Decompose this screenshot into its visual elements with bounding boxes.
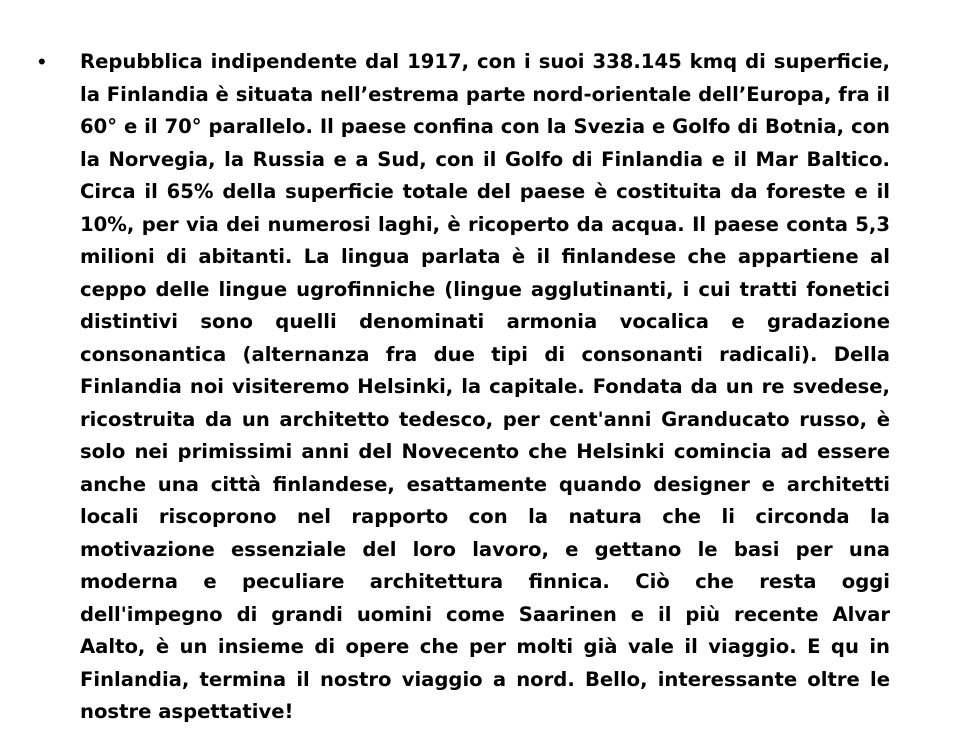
list-item — [38, 46, 890, 729]
bullet-marker: • — [38, 49, 46, 74]
bullet-list — [38, 46, 890, 729]
body-paragraph: Repubblica indipendente dal 1917, con i suoi 338.145 kmq di superficie, la Finlandia è situata nell’estrema parte nord-orientale dell’Europa, fra il 60° e il 70° parallelo. Il paese confina con la Svezia e Golfo di Botnia, con la Norvegia, la Russia e a Sud, con il Golfo di Finlandia e il Mar Baltico. Circa il 65% della superficie totale del paese è costituita da foreste e il 10%, per via dei numerosi laghi, è ricoperto da acqua. Il paese conta 5,3 milioni di abitanti. La lingua parlata è il finlandese che appartiene al ceppo delle lingue ugrofinniche (lingue agglutinanti, i cui tratti fonetici distintivi sono quelli denominati armonia vocalica e gradazione consonantica (alternanza fra due tipi di consonanti radicali). Della Finlandia noi visiteremo Helsinki, la capitale. Fondata da un re svedese, ricostruita da un architetto tedesco, per cent'anni Granducato russo, è solo nei primissimi anni del Novecento che Helsinki comincia ad essere anche una città finlandese, esattamente quando designer e architetti locali riscoprono nel rapporto con la natura che li circonda la motivazione essenziale del loro lavoro, e gettano le basi per una moderna e peculiare architettura finnica. Ciò che resta oggi dell'impegno di grandi uomini come Saarinen e il più recente Alvar Aalto, è un insieme di opere che per molti già vale il viaggio. E qu in Finlandia, termina il nostro viaggio a nord. Bello, interessante oltre le nostre aspettative! — [80, 50, 890, 723]
